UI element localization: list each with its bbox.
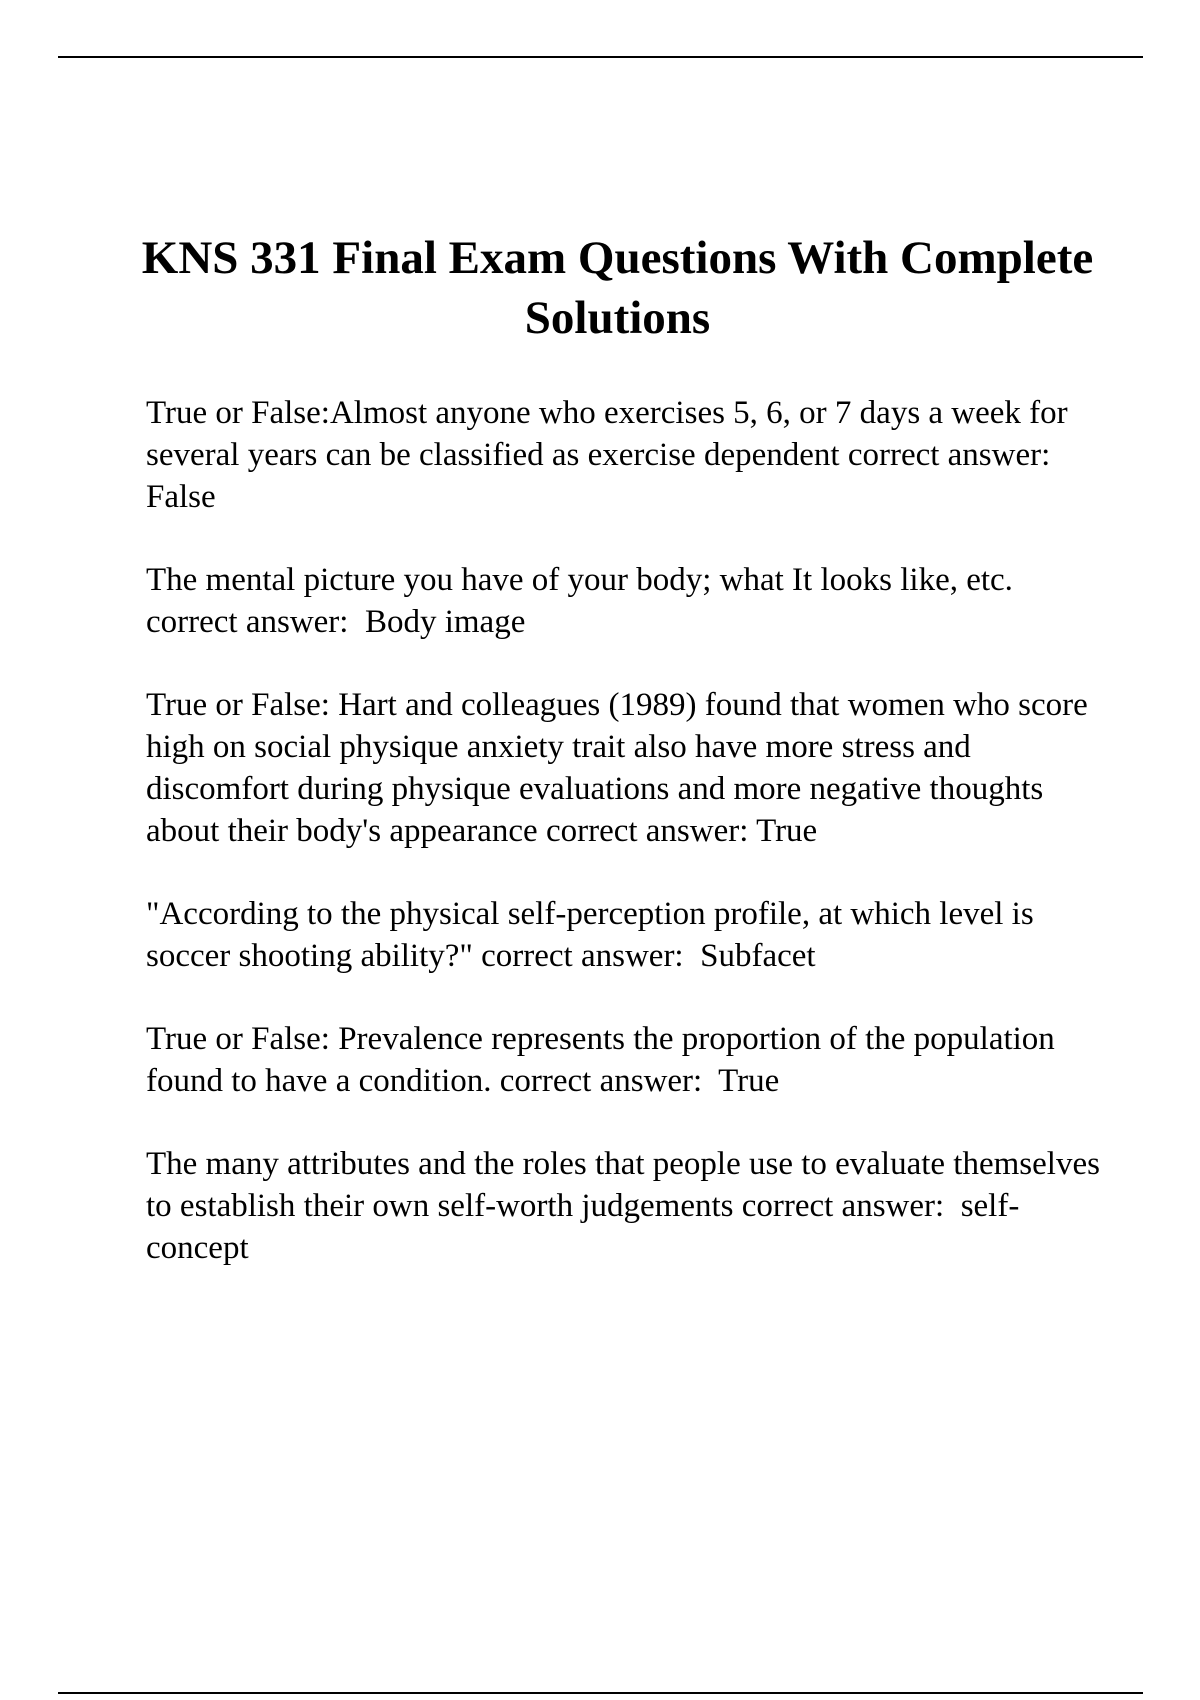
footer-rule (58, 1692, 1143, 1694)
question-item: True or False:Almost anyone who exercises 5, 6, or 7 days a week for several years can be classified as exercise dependent correct answer: False (146, 395, 1076, 515)
question-list (146, 392, 1109, 1310)
document-title: KNS 331 Final Exam Questions With Complete Solutions (141, 232, 1094, 344)
question-item: The many attributes and the roles that people use to evaluate themselves to establish their own self-worth judgements correct answer: self-concept (146, 1146, 1109, 1266)
question-item: "According to the physical self-perception profile, at which level is soccer shooting ability?" correct answer: Subfacet (146, 896, 1042, 974)
question-item: True or False: Hart and colleagues (1989) found that women who score high on social physique anxiety trait also have more stress and discomfort during physique evaluations and more negative thoughts about their body's appearance correct answer: True (146, 687, 1097, 849)
question-item: True or False: Prevalence represents the proportion of the population found to have a condition. correct answer: True (146, 1021, 1064, 1099)
header-rule (58, 56, 1143, 58)
question-item: The mental picture you have of your body; what It looks like, etc. correct answer: Body image (146, 562, 1022, 640)
